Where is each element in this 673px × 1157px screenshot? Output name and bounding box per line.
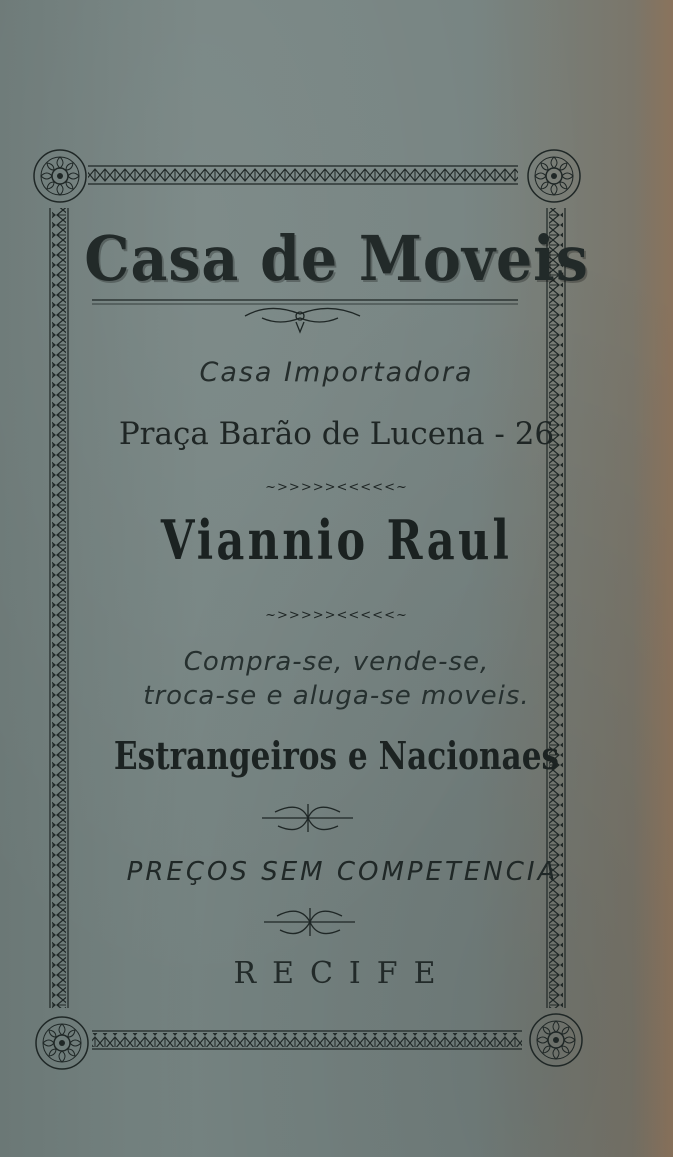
rosette-icon <box>36 1017 88 1069</box>
ornament-divider-2: ~>>>>><<<<<~ <box>265 608 408 623</box>
star-ornament-icon <box>264 908 355 936</box>
rosette-icon <box>34 150 86 202</box>
rosette-icon <box>528 150 580 202</box>
cover-subtitle: Casa Importadora <box>199 357 474 388</box>
cover-title: Casa de Moveis <box>84 222 589 295</box>
ornament-divider-1: ~>>>>><<<<<~ <box>265 480 408 495</box>
flourish-icon <box>245 308 360 332</box>
owner-name: Viannio Raul <box>160 508 513 572</box>
cover-origin: Estrangeiros e Nacionaes <box>113 733 560 778</box>
star-ornament-icon <box>262 804 353 832</box>
cover-description: Compra-se, vende-se, troca-se e aluga-se moveis. <box>143 647 530 711</box>
cover-address: Praça Barão de Lucena - 26 <box>118 416 555 452</box>
cover-prices: PREÇOS SEM COMPETENCIA <box>126 857 559 887</box>
rosette-icon <box>530 1014 582 1066</box>
cover-city: RECIFE <box>233 956 452 991</box>
